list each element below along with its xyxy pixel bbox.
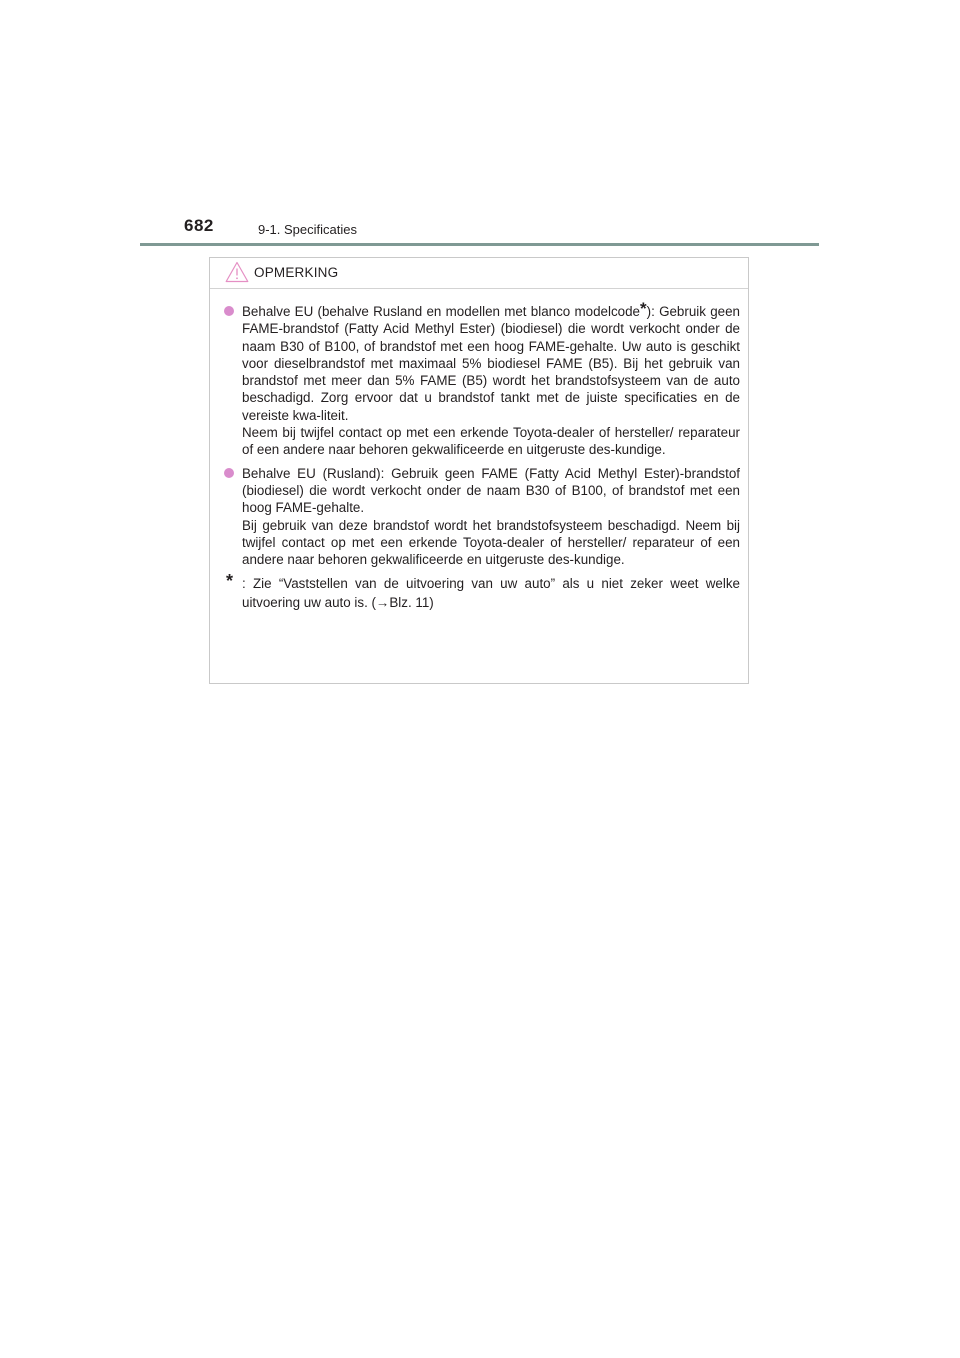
page-header — [0, 0, 960, 250]
note-bullet-item — [210, 299, 740, 459]
header-divider — [140, 243, 819, 246]
bullet-icon — [224, 468, 234, 478]
footnote-text: : Zie “Vaststellen van de uitvoering van uw auto” als u niet zeker weet welke uitvoering uw auto is. (→Blz. 11) — [242, 576, 740, 611]
bullet-text: Behalve EU (Rusland): Gebruik geen FAME (Fatty Acid Methyl Ester)-brandstof (biodiesel) die wordt verkocht onder de naam B30 of B100, of brandstof met een hoog FAME-gehalte. — [242, 465, 740, 516]
bullet-icon — [224, 306, 234, 316]
note-body — [210, 289, 748, 612]
bullet-text: Behalve EU (behalve Rusland en modellen met blanco modelcode*): Gebruik geen FAME-brandstof (Fatty Acid Methyl Ester) (biodiesel) die wordt verkocht onder de naam B30 of B100, of brandstof met een hoog FAME-gehalte. Uw auto is geschikt voor dieselbrandstof met maximaal 5% biodiesel FAME (B5). Bij het gebruik van brandstof met meer dan 5% FAME (B5) wordt het brandstofsysteem van de auto beschadigd. Zorg ervoor dat u brandstof tankt met de juiste specificaties en de vereiste kwa-liteit. — [242, 299, 740, 423]
note-box — [209, 257, 749, 684]
bullet-text-continued: Bij gebruik van deze brandstof wordt het brandstofsysteem beschadigd. Neem bij twijfel contact op met een erkende Toyota-dealer of hersteller/ reparateur of een andere naar behoren gekwalificeerde en uitgeruste des-kundige. — [242, 517, 740, 568]
warning-triangle-icon — [225, 261, 249, 283]
bullet-text-continued: Neem bij twijfel contact op met een erkende Toyota-dealer of hersteller/ reparateur of een andere naar behoren gekwalificeerde en uitgeruste des-kundige. — [242, 425, 740, 458]
note-title: OPMERKING — [254, 265, 339, 280]
footnote — [210, 571, 740, 612]
page-number: 682 — [184, 216, 214, 235]
asterisk-mark: * — [226, 571, 234, 592]
note-header — [210, 258, 748, 289]
asterisk-mark: * — [640, 299, 647, 318]
section-title: 9-1. Specificaties — [258, 222, 357, 237]
note-bullet-item — [210, 465, 740, 569]
